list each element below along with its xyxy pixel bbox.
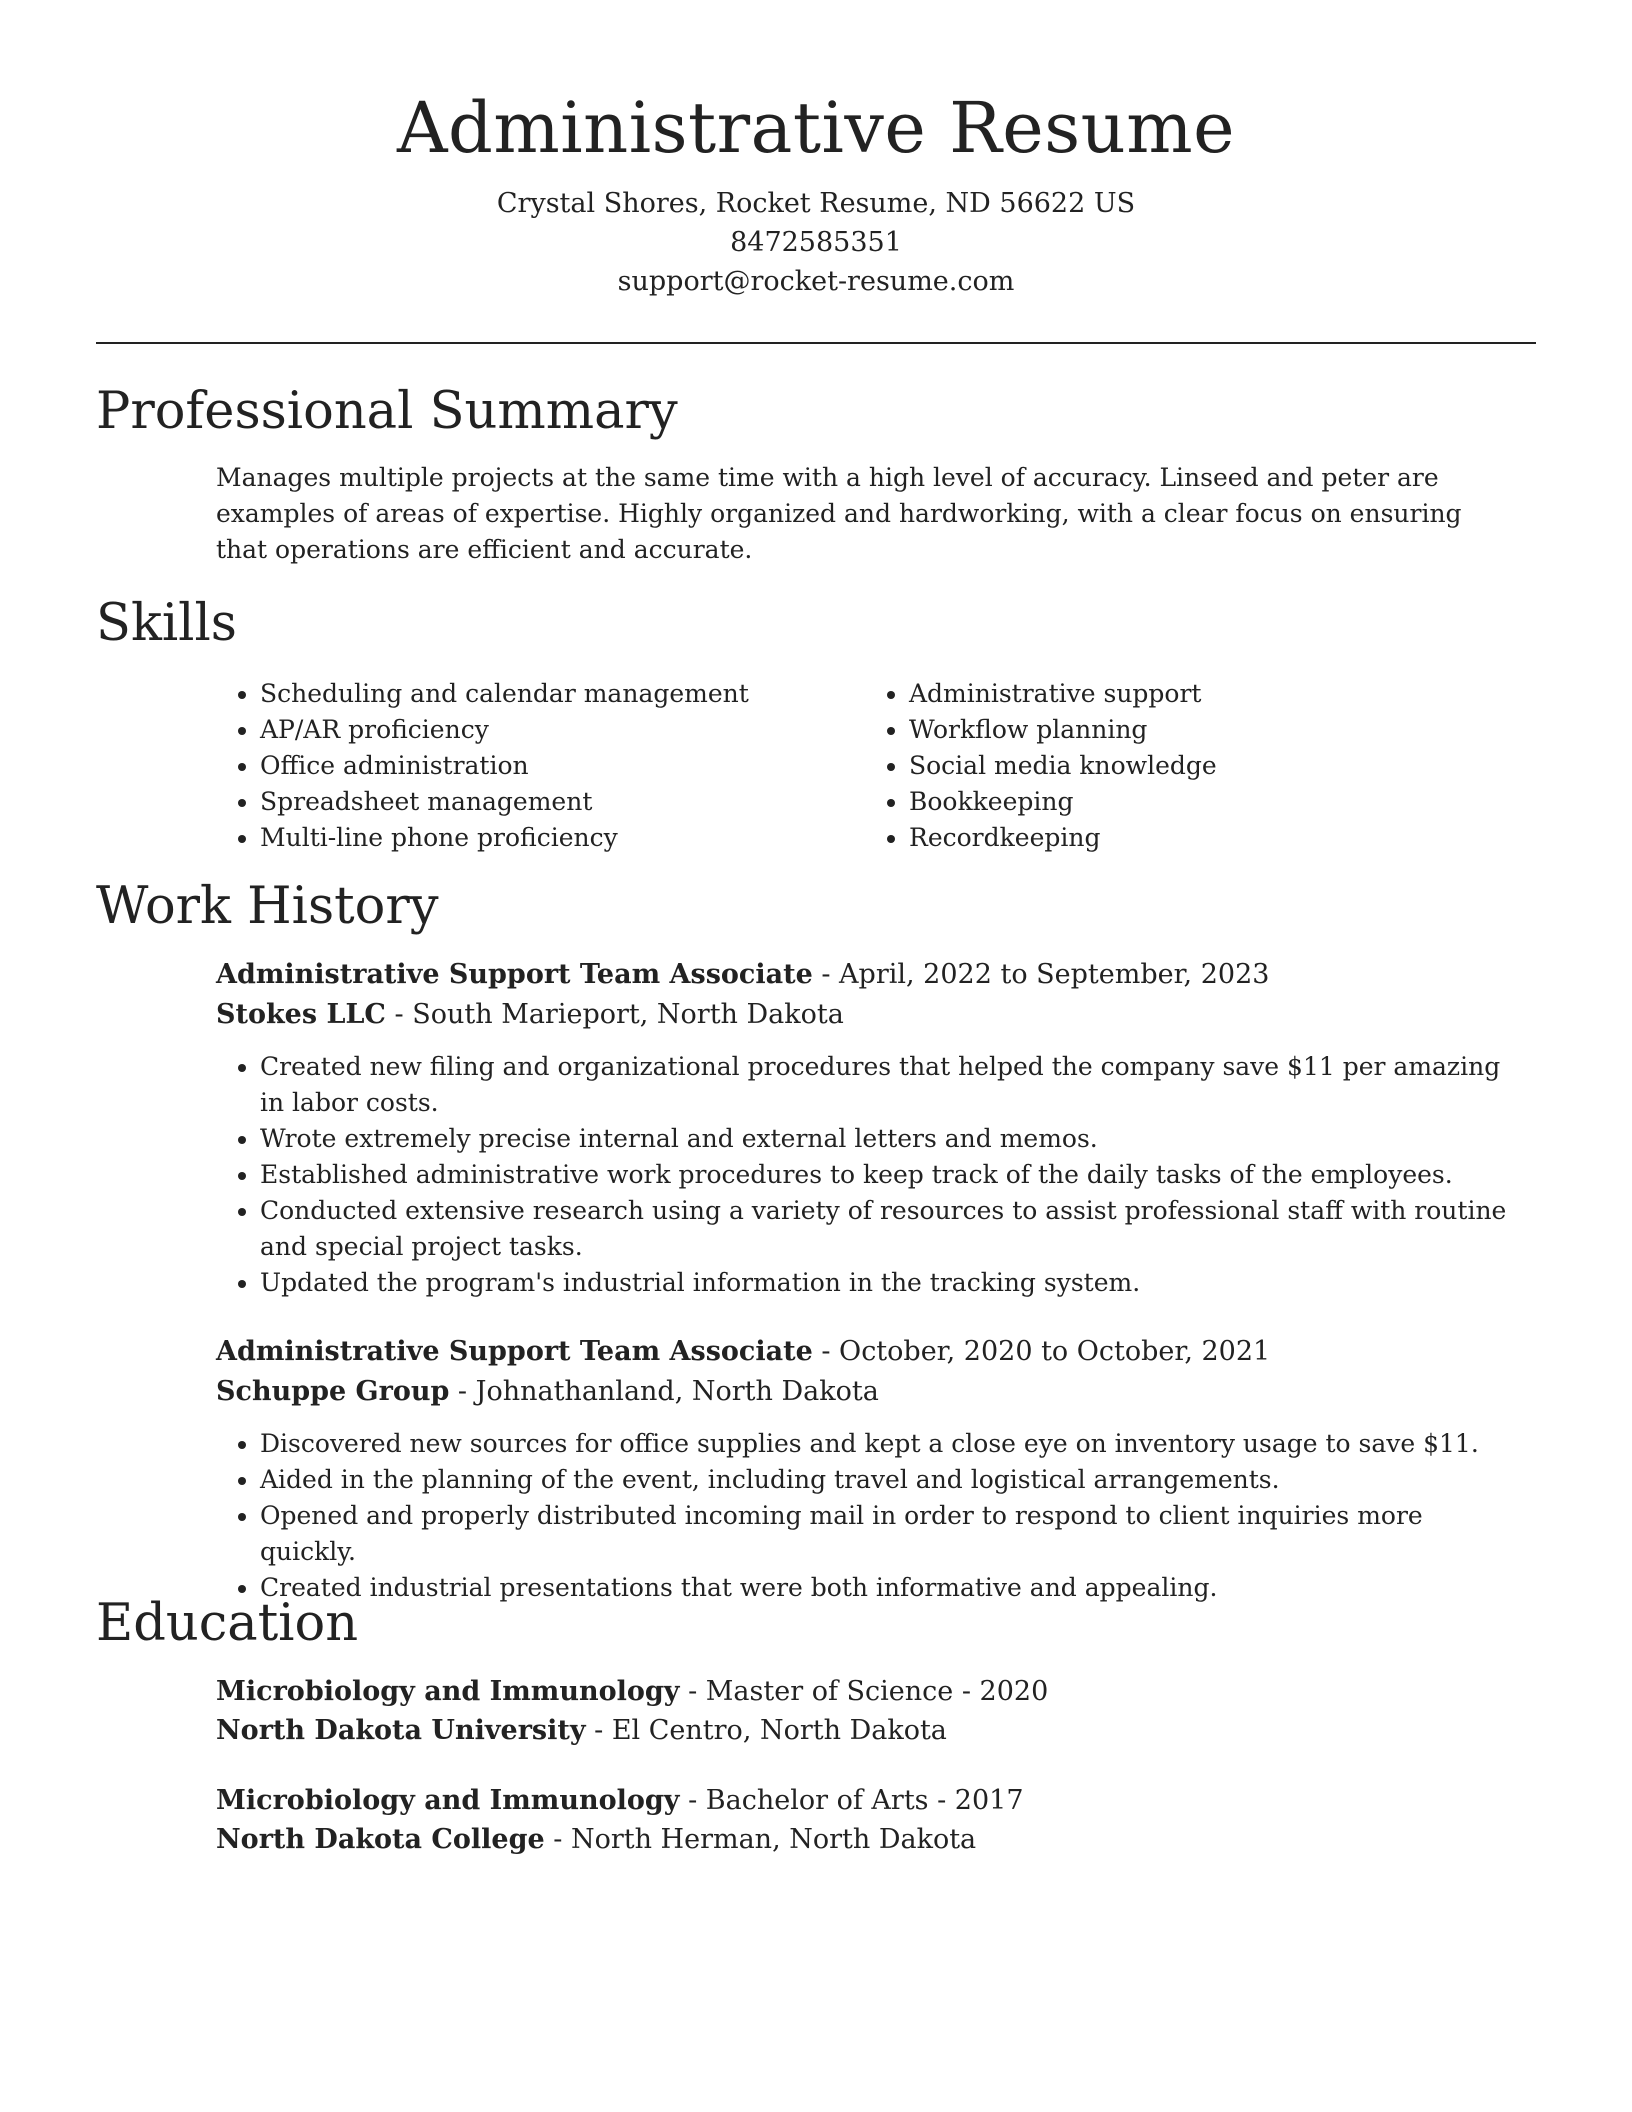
job-bullet: • Aided in the planning of the event, including travel and logistical arrangements. xyxy=(260,1462,1516,1498)
section-title-skills: Skills xyxy=(96,594,237,653)
skill-item: • Multi-line phone proficiency xyxy=(260,820,865,856)
job-bullets xyxy=(216,1426,1516,1606)
education-degree: - Bachelor of Arts - 2017 xyxy=(679,1785,1024,1816)
skill-item: • Workflow planning xyxy=(909,712,1514,748)
summary-text: Manages multiple projects at the same time with a high level of accuracy. Linseed and peter are examples of areas of expertise. Highly organized and hardworking, with a clear focus on ensuring that operations are efficient and accurate. xyxy=(216,463,1462,564)
skills-column-2 xyxy=(865,676,1514,856)
skill-item: • Scheduling and calendar management xyxy=(260,676,865,712)
education-school: North Dakota University xyxy=(216,1715,586,1746)
job-bullet: • Created industrial presentations that were both informative and appealing. xyxy=(260,1570,1516,1606)
contact-address: Crystal Shores, Rocket Resume, ND 56622 US xyxy=(496,188,1136,219)
education-field: Microbiology and Immunology xyxy=(216,1785,680,1816)
education-school-line xyxy=(216,1711,1516,1750)
job-company-line xyxy=(216,995,1516,1035)
job-company: Stokes LLC xyxy=(216,999,386,1030)
skill-item: • Bookkeeping xyxy=(909,784,1514,820)
job-role: Administrative Support Team Associate xyxy=(216,1336,813,1367)
job-bullet: • Conducted extensive research using a variety of resources to assist professional staff with routine and special project tasks. xyxy=(260,1193,1516,1265)
job-dates: - October, 2020 to October, 2021 xyxy=(812,1336,1271,1367)
skill-item: • Recordkeeping xyxy=(909,820,1514,856)
skill-item: • AP/AR proficiency xyxy=(260,712,865,748)
skill-item: • Social media knowledge xyxy=(909,748,1514,784)
contact-email: support@rocket-resume.com xyxy=(617,266,1015,297)
job-dates: - April, 2022 to September, 2023 xyxy=(812,959,1270,990)
section-title-work-history: Work History xyxy=(96,877,439,936)
job-location: - South Marieport, North Dakota xyxy=(385,999,844,1030)
education-degree-line xyxy=(216,1781,1516,1820)
job-entry xyxy=(216,955,1516,1301)
job-location: - Johnathanland, North Dakota xyxy=(449,1376,879,1407)
job-bullets xyxy=(216,1049,1516,1301)
summary-block xyxy=(216,460,1516,568)
section-title-summary: Professional Summary xyxy=(96,382,678,441)
job-bullet: • Established administrative work procedures to keep track of the daily tasks of the employees. xyxy=(260,1157,1516,1193)
job-bullet: • Opened and properly distributed incoming mail in order to respond to client inquiries more quickly. xyxy=(260,1498,1516,1570)
contact-block xyxy=(96,184,1536,301)
job-heading xyxy=(216,955,1516,995)
job-bullet: • Updated the program's industrial information in the tracking system. xyxy=(260,1265,1516,1301)
education-degree: - Master of Science - 2020 xyxy=(679,1676,1049,1707)
skills-column-1 xyxy=(216,676,865,856)
education-entry xyxy=(216,1781,1516,1859)
skill-item: • Administrative support xyxy=(909,676,1514,712)
job-company-line xyxy=(216,1372,1516,1412)
education-location: - North Herman, North Dakota xyxy=(544,1824,977,1855)
section-title-education: Education xyxy=(96,1594,359,1653)
job-company: Schuppe Group xyxy=(216,1376,450,1407)
education-degree-line xyxy=(216,1672,1516,1711)
job-role: Administrative Support Team Associate xyxy=(216,959,813,990)
resume-title: Administrative Resume xyxy=(396,87,1236,169)
job-bullet: • Wrote extremely precise internal and external letters and memos. xyxy=(260,1121,1516,1157)
education-field: Microbiology and Immunology xyxy=(216,1676,680,1707)
resume-header xyxy=(96,82,1536,301)
job-heading xyxy=(216,1332,1516,1372)
skill-item: • Spreadsheet management xyxy=(260,784,865,820)
education-entry xyxy=(216,1672,1516,1750)
contact-phone: 8472585351 xyxy=(730,227,902,258)
education-location: - El Centro, North Dakota xyxy=(585,1715,947,1746)
skills-list xyxy=(216,676,1516,856)
education-school: North Dakota College xyxy=(216,1824,545,1855)
skill-item: • Office administration xyxy=(260,748,865,784)
job-bullet: • Created new filing and organizational procedures that helped the company save $11 per amazing in labor costs. xyxy=(260,1049,1516,1121)
job-entry xyxy=(216,1332,1516,1606)
header-divider xyxy=(96,342,1536,344)
job-bullet: • Discovered new sources for office supplies and kept a close eye on inventory usage to save $11. xyxy=(260,1426,1516,1462)
education-school-line xyxy=(216,1820,1516,1859)
